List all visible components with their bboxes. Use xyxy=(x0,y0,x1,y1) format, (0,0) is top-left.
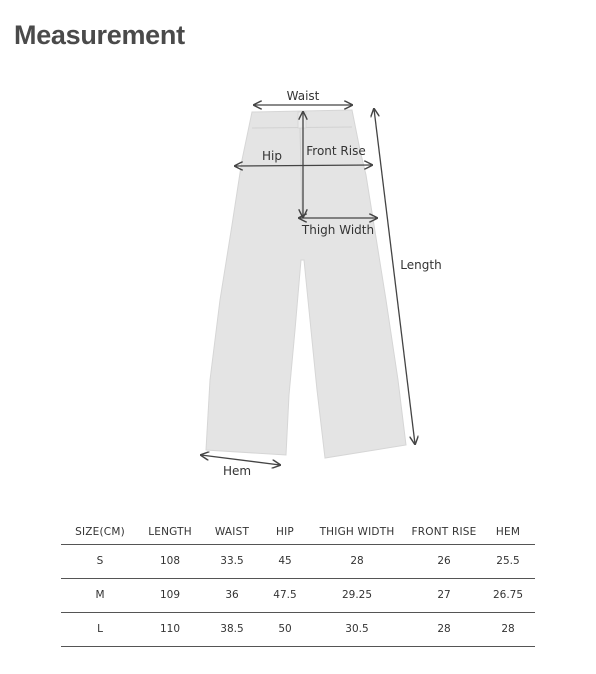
cell-size: L xyxy=(61,612,139,646)
cell-hip: 47.5 xyxy=(263,578,307,612)
cell-thigh-width: 29.25 xyxy=(307,578,407,612)
cell-hem: 26.75 xyxy=(481,578,535,612)
cell-hem: 28 xyxy=(481,612,535,646)
table-row xyxy=(61,578,535,612)
cell-waist: 38.5 xyxy=(201,612,263,646)
header-thigh-width: THIGH WIDTH xyxy=(307,520,407,544)
header-waist: WAIST xyxy=(201,520,263,544)
thigh-width-label: Thigh Width xyxy=(301,223,375,237)
hem-label: Hem xyxy=(222,464,252,478)
table-header-row xyxy=(61,520,535,544)
cell-thigh-width: 30.5 xyxy=(307,612,407,646)
cell-waist: 36 xyxy=(201,578,263,612)
cell-thigh-width: 28 xyxy=(307,544,407,578)
header-front-rise: FRONT RISE xyxy=(407,520,481,544)
front-rise-label: Front Rise xyxy=(306,144,366,158)
table-row xyxy=(61,612,535,646)
cell-waist: 33.5 xyxy=(201,544,263,578)
table-row xyxy=(61,544,535,578)
cell-size: M xyxy=(61,578,139,612)
header-length: LENGTH xyxy=(139,520,201,544)
cell-front-rise: 28 xyxy=(407,612,481,646)
header-size: SIZE(CM) xyxy=(61,520,139,544)
cell-front-rise: 26 xyxy=(407,544,481,578)
cell-size: S xyxy=(61,544,139,578)
header-hip: HIP xyxy=(263,520,307,544)
cell-length: 108 xyxy=(139,544,201,578)
waist-label: Waist xyxy=(286,89,320,103)
pants-illustration xyxy=(206,110,406,458)
cell-length: 110 xyxy=(139,612,201,646)
header-hem: HEM xyxy=(481,520,535,544)
cell-hem: 25.5 xyxy=(481,544,535,578)
size-table xyxy=(61,520,535,647)
cell-hip: 45 xyxy=(263,544,307,578)
page-title: Measurement xyxy=(14,20,185,50)
cell-length: 109 xyxy=(139,578,201,612)
length-label: Length xyxy=(400,258,442,272)
cell-front-rise: 27 xyxy=(407,578,481,612)
hip-label: Hip xyxy=(262,149,282,163)
cell-hip: 50 xyxy=(263,612,307,646)
